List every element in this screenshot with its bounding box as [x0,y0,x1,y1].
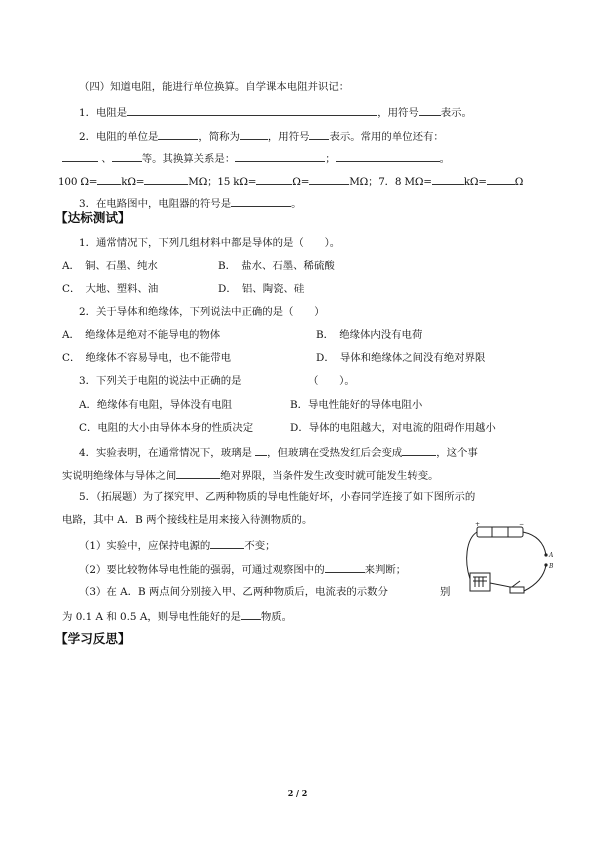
q4-2-line-b: 、 等。其换算关系是： ； 。 [62,150,450,166]
test-q2-option-b[interactable]: B． 绝缘体内没有电荷 [316,329,423,341]
test-heading: 【达标测试】 [55,210,131,225]
test-q1-option-a[interactable]: A． 铜、石墨、纯水 [62,260,158,272]
test-q2-option-d[interactable]: D． 导体和绝缘体之间没有绝对界限 [316,352,486,364]
blank[interactable] [62,150,98,162]
svg-text:+: + [475,521,481,528]
blank[interactable] [432,173,464,185]
test-q5-sub3-line2: 为 0.1 A 和 0.5 A，则导电性能好的是 物质。 [62,608,292,624]
test-q3-option-b[interactable]: B．导电性能好的导体电阻小 [290,399,423,411]
q4-2-line-c: 100 Ω= kΩ= MΩ；15 kΩ= Ω= MΩ；7．8 MΩ= kΩ= Ω [58,173,523,189]
terminal-b-icon [544,563,547,566]
circuit-figure [462,521,557,599]
switch-icon [510,587,524,593]
battery-icon [477,527,523,537]
blank[interactable] [336,150,440,162]
test-q2-option-a[interactable]: A． 绝缘体是绝对不能导电的物体 [62,329,221,341]
blank[interactable] [487,173,515,185]
test-q1-option-b[interactable]: B． 盐水、石墨、稀硫酸 [218,260,335,272]
terminal-a-icon [544,553,547,556]
q4-2-line-a: 2．电阻的单位是 ，简称为 ，用符号 表示。常用的单位还有： [79,128,444,144]
blank[interactable] [256,173,292,185]
blank[interactable] [158,128,198,140]
test-q1-stem: 1．通常情况下，下列几组材料中都是导体的是（ ）。 [79,237,341,249]
test-q5-line1: 5．（拓展题）为了探究甲、乙两种物质的导电性能好坏，小春同学连接了如下图所示的 [79,491,476,503]
reflection-heading: 【学习反思】 [55,631,131,646]
q4-1-line: 1．电阻是 ，用符号 表示。 [79,104,472,120]
svg-text:−: − [519,521,525,528]
blank[interactable] [309,173,349,185]
blank[interactable] [419,104,441,116]
test-q3-option-d[interactable]: D．导体的电阻越大，对电流的阻碍作用越小 [290,422,496,434]
test-q1-option-c[interactable]: C． 大地、塑料、油 [62,283,159,295]
blank[interactable] [112,150,142,162]
test-q4-line1: 4．实验表明，在通常情况下，玻璃是 ，但玻璃在受热发红后会变成 ，这个事 [79,444,478,460]
blank[interactable] [240,128,268,140]
blank[interactable] [325,561,365,573]
blank[interactable] [309,128,329,140]
blank[interactable] [97,173,121,185]
blank[interactable] [235,150,325,162]
terminal-a-label: A [549,552,554,559]
test-q5-sub3-end: 别 [440,586,451,598]
blank[interactable] [144,173,188,185]
blank[interactable] [241,608,261,620]
blank[interactable] [402,444,436,456]
test-q5-sub1: （1）实验中，应保持电源的 不变； [79,537,275,553]
test-q3-paren: （ ）。 [308,375,355,387]
test-q3-option-c[interactable]: C．电阻的大小由导体本身的性质决定 [79,422,254,434]
test-q4-line2: 实说明绝缘体与导体之间 绝对界限，当条件发生改变时就可能发生转变。 [62,467,439,483]
blank[interactable] [210,537,244,549]
page-number: 2 / 2 [287,788,308,798]
test-q5-sub3: （3）在 A．B 两点间分别接入甲、乙两种物质后，电流表的示数分 [79,586,388,598]
test-q3-option-a[interactable]: A．绝缘体有电阻，导体没有电阻 [79,399,232,411]
test-q2-stem: 2．关于导体和绝缘体，下列说法中正确的是（ ） [79,306,325,318]
blank[interactable] [127,104,377,116]
test-q3-stem: 3．下列关于电阻的说法中正确的是 [79,375,242,387]
test-q1-option-d[interactable]: D． 铝、陶瓷、硅 [218,283,305,295]
test-q5-line2: 电路，其中 A．B 两个接线柱是用来接入待测物质的。 [62,514,313,526]
blank[interactable] [176,467,220,479]
ammeter-icon [470,573,490,591]
blank[interactable] [231,195,291,207]
terminal-b-label: B [549,563,554,570]
section4-title: （四）知道电阻，能进行单位换算。自学课本电阻并识记： [79,81,350,93]
test-q2-option-c[interactable]: C． 绝缘体不容易导电，也不能带电 [62,352,231,364]
blank[interactable] [255,444,267,456]
q4-3-line: 3．在电路图中，电阻器的符号是 。 [79,195,301,211]
test-q5-sub2: （2）要比较物体导电性能的强弱，可通过观察图中的 来判断； [79,561,406,577]
